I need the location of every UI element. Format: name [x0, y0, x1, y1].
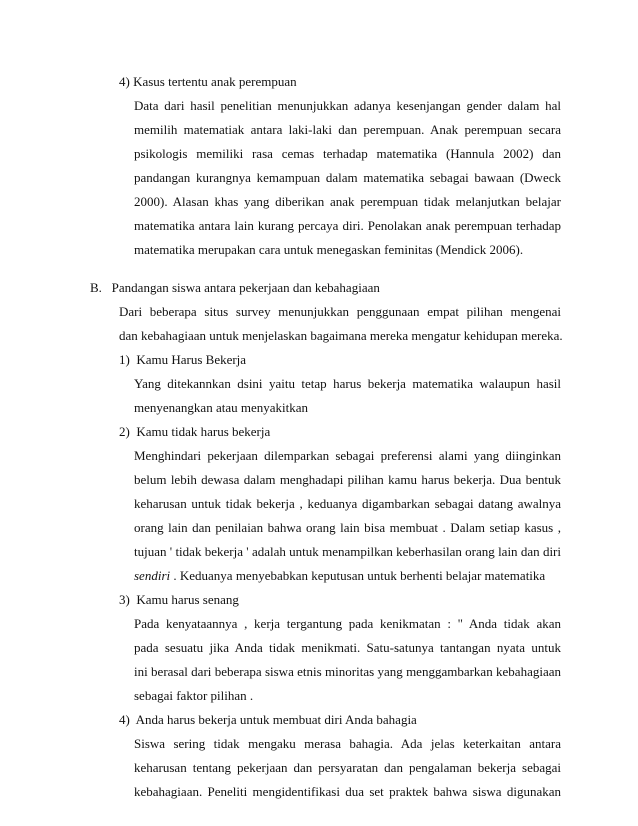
paragraph-line: Data dari hasil penelitian menunjukkan adanya kesenjangan gender dalam hal	[134, 98, 561, 113]
paragraph-line: Yang ditekannkan dsini yaitu tetap harus bekerja matematika walaupun hasil	[134, 376, 561, 391]
intro-line: dan kebahagiaan untuk menjelaskan bagaimana mereka mengatur kehidupan mereka.	[119, 328, 563, 343]
item-heading: 2) Kamu tidak harus bekerja	[119, 424, 271, 439]
paragraph-line: Menghindari pekerjaan dilemparkan sebagai preferensi alami yang diinginkan	[134, 448, 561, 463]
paragraph-line: ini berasal dari beberapa siswa etnis minoritas yang menggambarkan kebahagiaan	[134, 664, 561, 679]
paragraph-line: sebagai faktor pilihan .	[134, 688, 254, 703]
paragraph-line: keharusan untuk tidak bekerja , keduanya digambarkan sebagai datang awalnya	[134, 496, 561, 511]
paragraph-line: menyenangkan atau menyakitkan	[134, 400, 308, 415]
paragraph-line: memilih matematiak antara laki-laki dan perempuan. Anak perempuan secara	[134, 122, 561, 137]
paragraph-line: pandangan kurangnya kemampuan dalam matematika sebagai bawaan (Dweck	[134, 170, 561, 185]
paragraph-line: Pada kenyataannya , kerja tergantung pada kenikmatan : " Anda tidak akan	[134, 616, 561, 631]
paragraph-line: belum lebih dewasa dalam menghadapi pilihan kamu harus bekerja. Dua bentuk	[134, 472, 561, 487]
item-heading: 4) Kasus tertentu anak perempuan	[119, 74, 297, 89]
paragraph-line: pada sesuatu jika Anda tidak menikmati. Satu-satunya tantangan nyata untuk	[134, 640, 561, 655]
italic-word: sendiri	[134, 568, 171, 583]
paragraph-line: kebahagiaan. Peneliti mengidentifikasi dua set praktek bahwa siswa digunakan	[134, 784, 561, 799]
paragraph-line	[134, 568, 545, 584]
paragraph-line: tujuan ' tidak bekerja ' adalah untuk menampilkan keberhasilan orang lain dan diri	[134, 544, 561, 559]
intro-line: Dari beberapa situs survey menunjukkan penggunaan empat pilihan mengenai	[119, 304, 561, 319]
paragraph-line: matematika antara lain kurang percaya diri. Penolakan anak perempuan terhadap	[134, 218, 561, 233]
item-heading: 3) Kamu harus senang	[119, 592, 239, 607]
paragraph-line: 2000). Alasan khas yang diberikan anak perempuan tidak melanjutkan belajar	[134, 194, 561, 209]
paragraph-line: orang lain dan penilaian bahwa orang lain bisa membuat . Dalam setiap kasus ,	[134, 520, 561, 535]
paragraph-line: psikologis memiliki rasa cemas terhadap matematika (Hannula 2002) dan	[134, 146, 561, 161]
paragraph-text: . Keduanya menyebabkan keputusan untuk berhenti belajar matematika	[170, 568, 546, 583]
section-heading: B. Pandangan siswa antara pekerjaan dan kebahagiaan	[90, 280, 380, 295]
paragraph-line: matematika merupakan cara untuk menegaskan feminitas (Mendick 2006).	[134, 242, 524, 257]
item-heading: 4) Anda harus bekerja untuk membuat diri Anda bahagia	[119, 712, 417, 727]
item-heading: 1) Kamu Harus Bekerja	[119, 352, 247, 367]
paragraph-line: Siswa sering tidak mengaku merasa bahagia. Ada jelas keterkaitan antara	[134, 736, 561, 751]
paragraph-line: keharusan tentang pekerjaan dan persyaratan dan pengalaman bekerja sebagai	[134, 760, 561, 775]
